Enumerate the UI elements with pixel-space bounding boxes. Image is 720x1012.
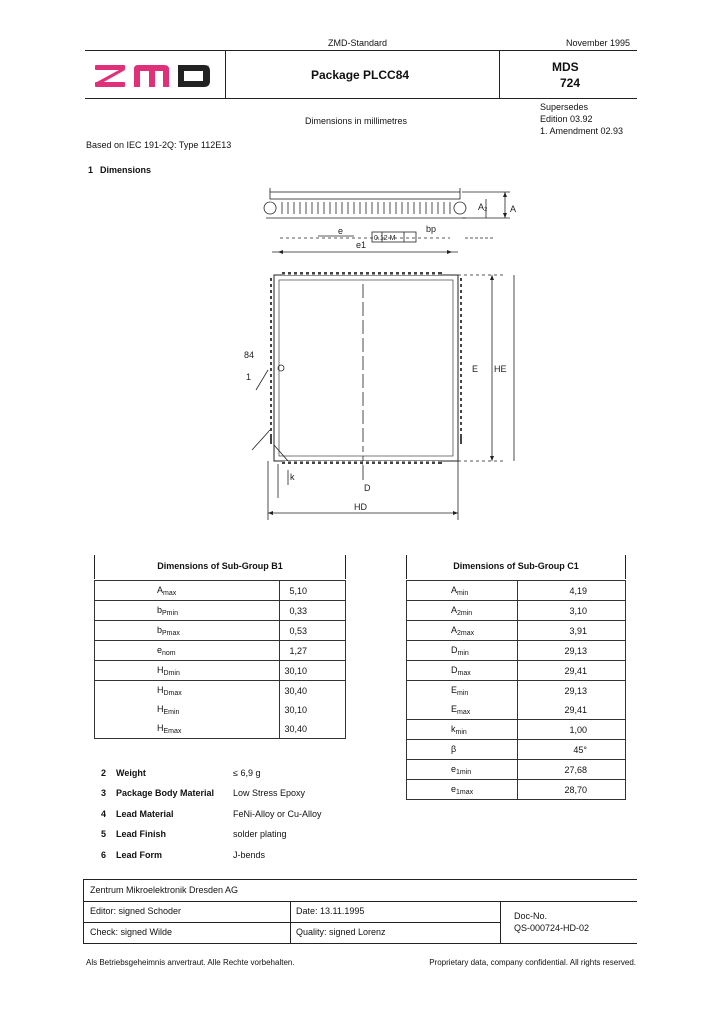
- footer-doc-no-label: Doc-No.: [514, 911, 548, 921]
- label-a: A: [510, 204, 517, 214]
- table-c1-title: Dimensions of Sub-Group C1: [453, 561, 579, 571]
- c1-subscript: min: [455, 728, 467, 736]
- b1-symbol: e: [157, 644, 163, 655]
- table-row: [407, 601, 626, 621]
- doc-number: 724: [560, 76, 581, 90]
- label-bp: bp: [426, 224, 437, 234]
- svg-text:R: R: [206, 64, 209, 69]
- b1-value: 1,27: [280, 641, 346, 661]
- table-row: [95, 681, 346, 701]
- table-row: [407, 661, 626, 681]
- table-row: [407, 641, 626, 661]
- b1-symbol: H: [157, 684, 164, 695]
- label-pin84: 84: [244, 350, 255, 360]
- c1-value: 27,68: [518, 760, 626, 780]
- footer-rule-1: [83, 879, 637, 880]
- b1-symbol: H: [157, 664, 164, 675]
- label-a2: A₂: [478, 202, 488, 212]
- prop-label: Package Body Material: [116, 788, 215, 798]
- header-bottom-rule: [85, 98, 637, 99]
- label-hd: HD: [354, 502, 367, 512]
- c1-symbol: D: [451, 664, 458, 675]
- c1-value: 29,41: [518, 661, 626, 681]
- prop-label: Lead Material: [116, 809, 174, 819]
- label-e: e: [338, 226, 344, 236]
- c1-subscript: max: [457, 708, 471, 716]
- header-date: November 1995: [566, 38, 631, 48]
- prop-number: 6: [100, 850, 106, 860]
- b1-subscript: Dmin: [163, 669, 180, 677]
- b1-subscript: Pmax: [162, 629, 180, 637]
- footer-editor: Editor: signed Schoder: [90, 906, 182, 916]
- top-view-pins: [270, 272, 462, 464]
- b1-symbol: H: [157, 703, 164, 714]
- table-row: [95, 581, 346, 601]
- side-lead-right: [454, 202, 466, 214]
- c1-value: 45°: [518, 740, 626, 760]
- table-row: [407, 740, 626, 760]
- table-b1-title: Dimensions of Sub-Group B1: [157, 561, 283, 571]
- c1-symbol: E: [451, 703, 458, 714]
- b1-value: 30,40: [280, 681, 346, 701]
- b1-symbol: H: [157, 722, 164, 733]
- table-row: [407, 681, 626, 701]
- prop-label: Lead Finish: [116, 829, 167, 839]
- b1-subscript: Pmin: [162, 609, 178, 617]
- c1-subscript: max: [457, 669, 471, 677]
- c1-symbol: E: [451, 684, 458, 695]
- b1-symbol: A: [157, 584, 164, 595]
- section-1-title: Dimensions: [100, 165, 152, 175]
- prop-value: J-bends: [233, 850, 266, 860]
- b1-subscript: Emax: [163, 727, 182, 735]
- table-row: [407, 780, 626, 800]
- label-d: D: [364, 483, 371, 493]
- c1-symbol: e: [451, 763, 457, 774]
- footer-left-note: Als Betriebsgeheimnis anvertraut. Alle Rechte vorbehalten.: [86, 958, 295, 967]
- table-c1: [406, 580, 626, 800]
- footer-rule-4: [83, 943, 637, 944]
- c1-value: 29,13: [518, 641, 626, 661]
- prop-number: 3: [100, 788, 106, 798]
- c1-value: 3,10: [518, 601, 626, 621]
- table-row: [407, 720, 626, 740]
- c1-symbol: e: [451, 783, 457, 794]
- units-subtitle: Dimensions in millimetres: [305, 116, 408, 126]
- b1-subscript: Dmax: [163, 689, 182, 697]
- supersedes-line-2: Edition 03.92: [540, 114, 593, 124]
- prop-number: 2: [100, 768, 106, 778]
- c1-subscript: min: [457, 689, 469, 697]
- c1-value: 29,13: [518, 681, 626, 701]
- table-row: [95, 641, 346, 661]
- c1-value: 1,00: [518, 720, 626, 740]
- label-pin1: 1: [246, 372, 252, 382]
- prop-label: Lead Form: [116, 850, 163, 860]
- b1-value: 0,33: [280, 601, 346, 621]
- prop-value: solder plating: [233, 829, 287, 839]
- doc-code: MDS: [552, 60, 579, 74]
- zmd-logo: [92, 62, 216, 90]
- c1-value: 29,41: [518, 700, 626, 720]
- b1-value: 30,10: [280, 661, 346, 681]
- c1-subscript: min: [457, 589, 469, 597]
- label-k: k: [290, 472, 295, 482]
- table-row: [95, 719, 346, 739]
- footer-company: Zentrum Mikroelektronik Dresden AG: [90, 885, 239, 895]
- footer-check: Check: signed Wilde: [90, 927, 173, 937]
- c1-symbol: A: [451, 584, 458, 595]
- footer-quality: Quality: signed Lorenz: [296, 927, 386, 937]
- table-row: [407, 621, 626, 641]
- prop-value: Low Stress Epoxy: [233, 788, 306, 798]
- footer-rule-2: [83, 901, 637, 902]
- header-top-rule: [85, 50, 637, 51]
- c1-value: 28,70: [518, 780, 626, 800]
- c1-symbol: D: [451, 644, 458, 655]
- b1-symbol: b: [157, 604, 163, 615]
- c1-value: 3,91: [518, 621, 626, 641]
- side-lead-left: [264, 202, 276, 214]
- table-row: [407, 760, 626, 780]
- label-tolerance: 0.12 M: [374, 235, 396, 242]
- label-e1: e1: [356, 240, 367, 250]
- b1-value: 30,40: [280, 719, 346, 739]
- c1-value: 4,19: [518, 581, 626, 601]
- c1-symbol: A: [451, 604, 458, 615]
- table-b1: [94, 580, 346, 739]
- based-on-note: Based on IEC 191-2Q: Type 112E13: [86, 140, 232, 150]
- b1-value: 0,53: [280, 621, 346, 641]
- c1-subscript: 2min: [457, 609, 473, 617]
- c1-symbol: β: [451, 743, 457, 754]
- label-e-dim: E: [472, 364, 479, 374]
- footer-doc-no: QS-000724-HD-02: [514, 923, 590, 933]
- footer-right-divider: [500, 901, 501, 943]
- header-divider-1: [225, 50, 226, 98]
- prop-number: 4: [100, 809, 106, 819]
- side-view-leads: [282, 202, 450, 214]
- table-row: [407, 581, 626, 601]
- supersedes-line-3: 1. Amendment 02.93: [540, 126, 624, 136]
- b1-value: 5,10: [280, 581, 346, 601]
- table-row: [95, 621, 346, 641]
- package-drawing: [230, 180, 540, 525]
- prop-value: FeNi-Alloy or Cu-Alloy: [233, 809, 322, 819]
- table-row: [95, 700, 346, 719]
- package-title: Package PLCC84: [311, 68, 410, 82]
- b1-subscript: max: [163, 589, 177, 597]
- b1-value: 30,10: [280, 700, 346, 719]
- footer-mid-divider: [290, 901, 291, 943]
- side-view-body: [270, 192, 460, 199]
- header-divider-2: [499, 50, 500, 98]
- supersedes-block: [540, 101, 623, 137]
- b1-subscript: nom: [162, 649, 176, 657]
- b1-subscript: Emin: [163, 708, 180, 716]
- c1-symbol: A: [451, 624, 458, 635]
- table-row: [407, 700, 626, 720]
- footer-left-border: [83, 879, 84, 944]
- c1-subscript: min: [457, 649, 469, 657]
- supersedes-line-1: Supersedes: [540, 102, 589, 112]
- c1-subscript: 1max: [456, 788, 474, 796]
- c1-subscript: 1min: [456, 768, 472, 776]
- footer-right-note: Proprietary data, company confidential. All rights reserved.: [429, 958, 636, 967]
- prop-number: 5: [100, 829, 106, 839]
- prop-value: ≤ 6,9 g: [233, 768, 261, 778]
- footer-date: Date: 13.11.1995: [296, 906, 365, 916]
- table-row: [95, 601, 346, 621]
- section-1-number: 1: [88, 165, 94, 175]
- top-view-body: [274, 275, 458, 461]
- table-row: [95, 661, 346, 681]
- c1-symbol: k: [451, 723, 456, 734]
- c1-subscript: 2max: [457, 629, 475, 637]
- footer-rule-3: [83, 922, 500, 923]
- label-he: HE: [494, 364, 507, 374]
- b1-symbol: b: [157, 624, 163, 635]
- prop-label: Weight: [116, 768, 146, 778]
- standard-label: ZMD-Standard: [328, 38, 388, 48]
